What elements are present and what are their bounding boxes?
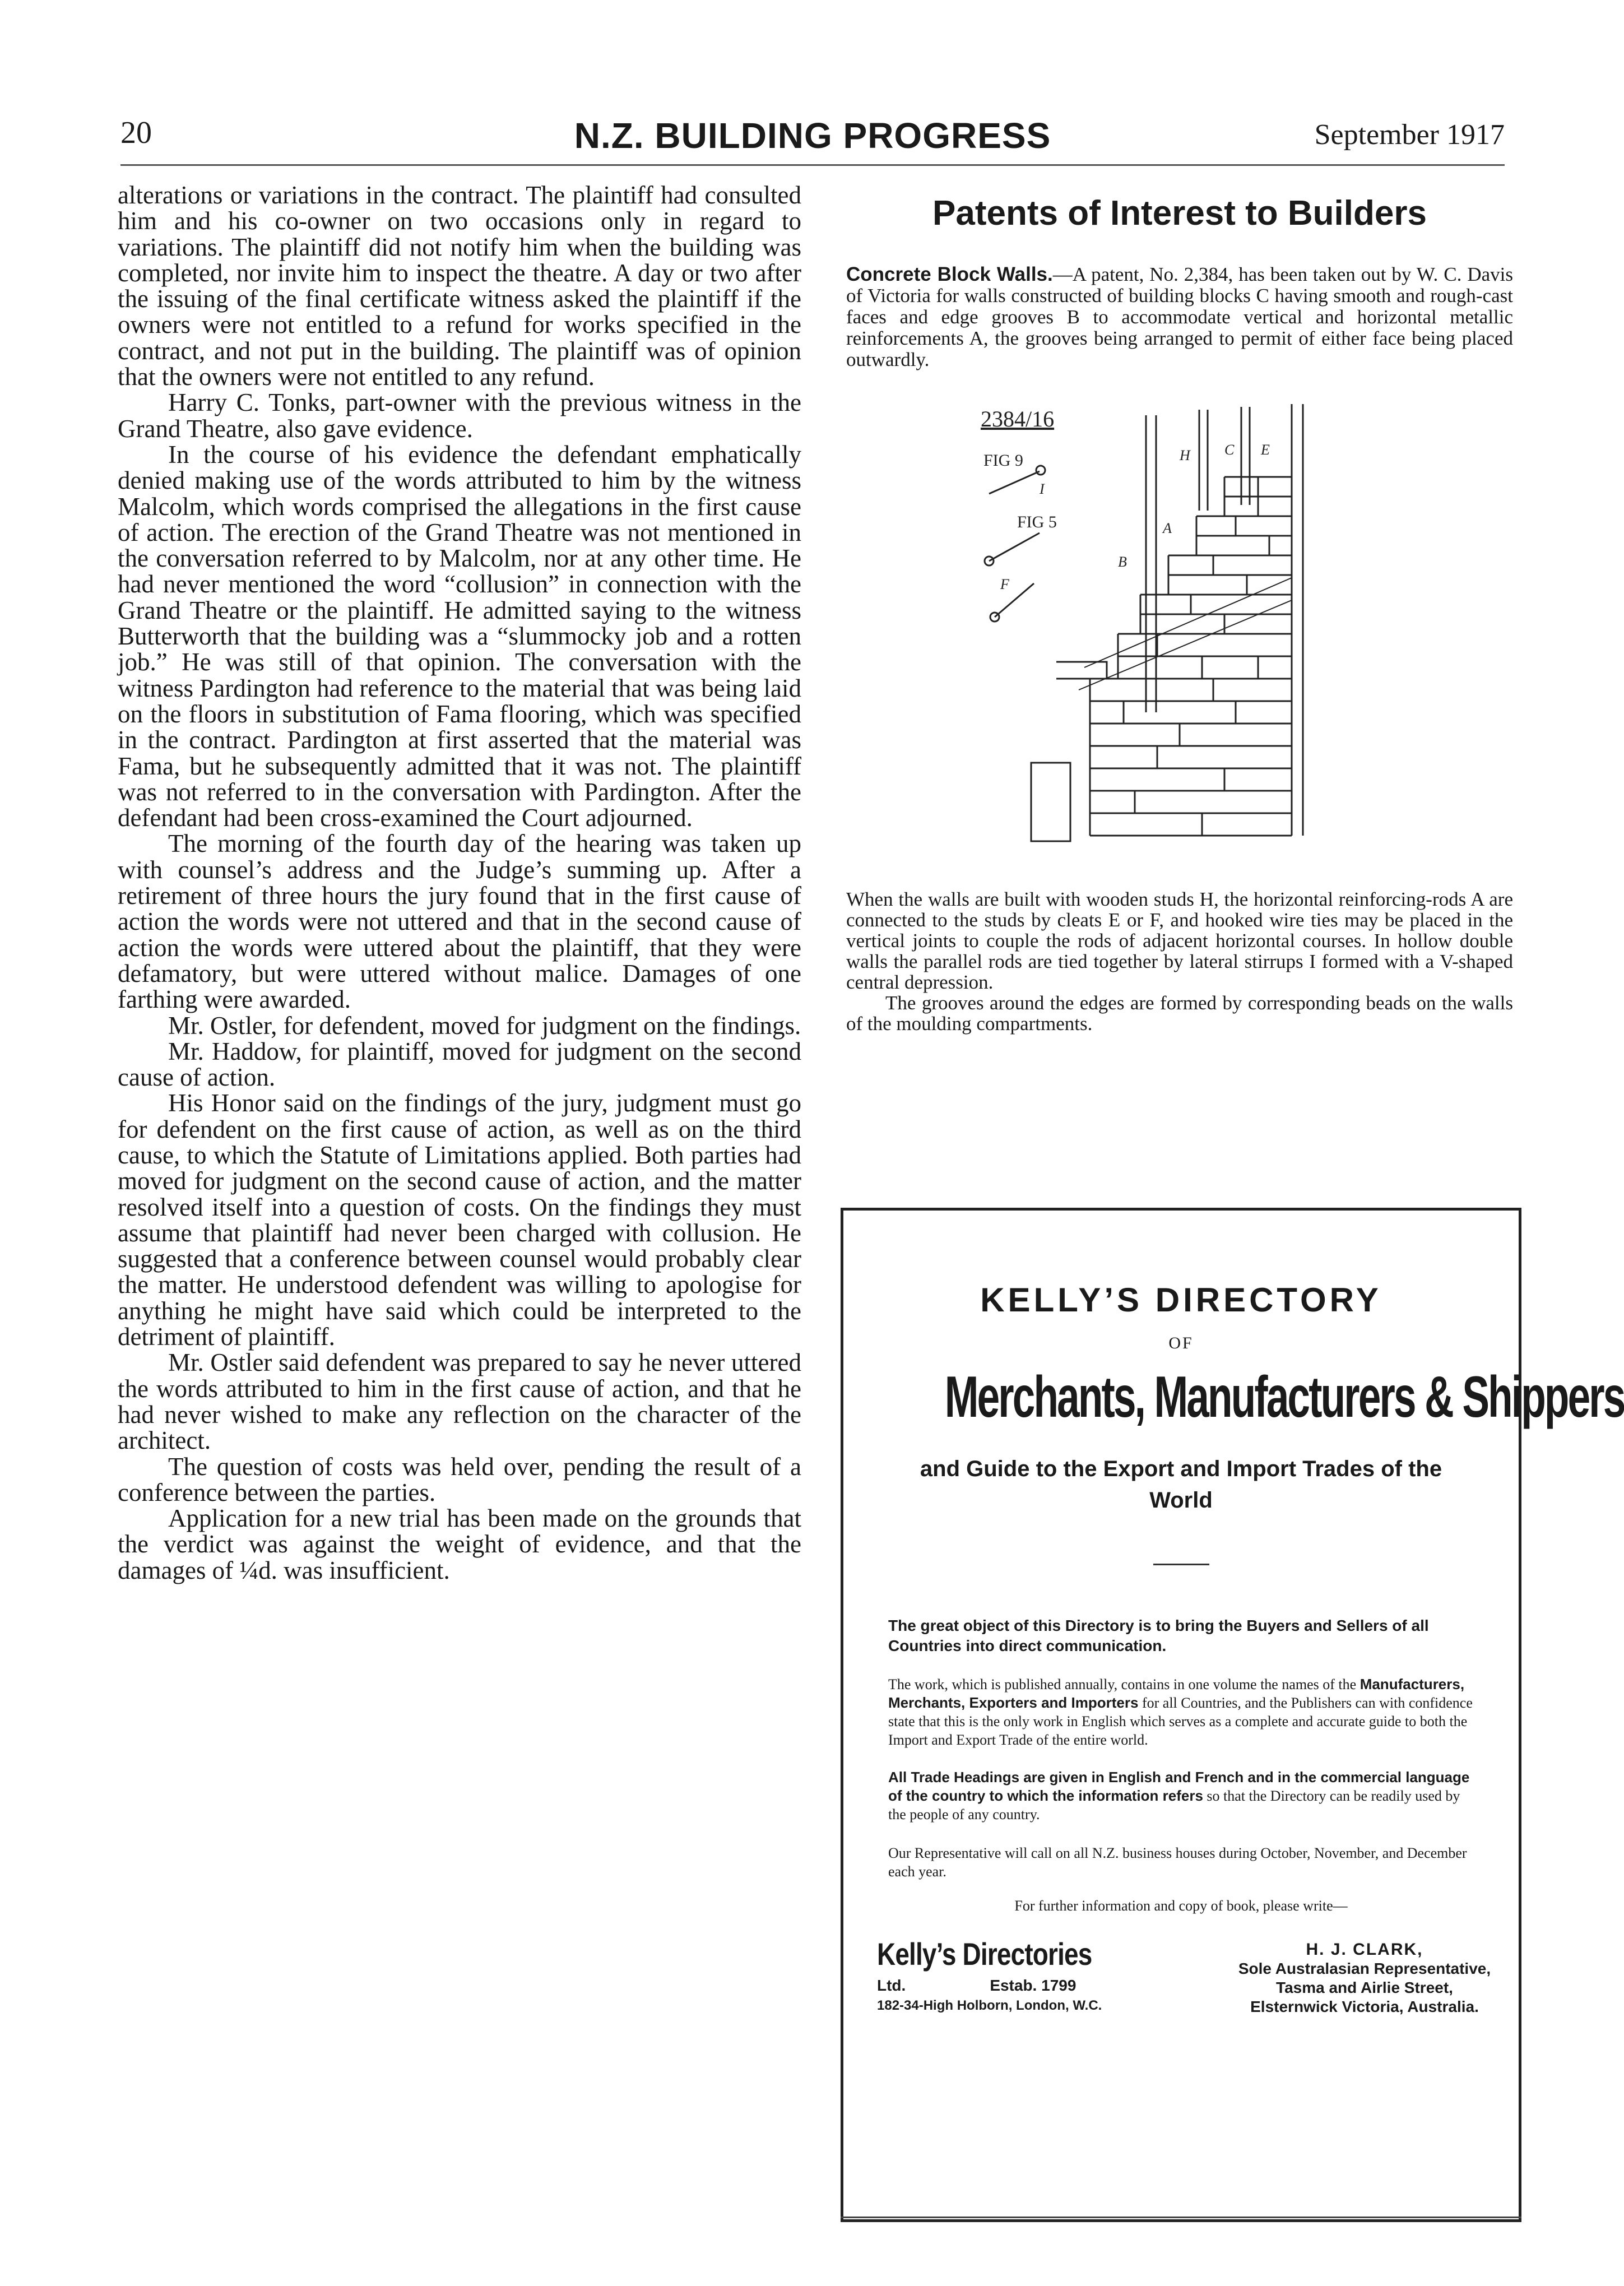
figure-label-fig9: FIG 9 bbox=[983, 451, 1023, 470]
ad-of: OF bbox=[1168, 1334, 1194, 1352]
article-paragraph: Mr. Ostler, for defendent, moved for judgment on the findings. bbox=[168, 1011, 801, 1040]
ad-work bbox=[888, 1675, 1474, 1749]
article-paragraph: Mr. Haddow, for plaintiff, moved for judgment on the second cause of action. bbox=[118, 1037, 801, 1092]
publisher-row bbox=[877, 1977, 1139, 1995]
article-paragraph: Application for a new trial has been made on the grounds that the verdict was against the weight of evidence, and that the damages of ¼d. was insufficient. bbox=[118, 1504, 801, 1584]
header-rule bbox=[120, 164, 1505, 166]
article-paragraph: In the course of his evidence the defendant emphatically denied making use of the words attributed to him by the witness Malcolm, which words comprised the allegations in the first cause of action. The erection of the Grand Theatre was not mentioned in the conversation referred to by Malcolm, nor at any other time. He had never mentioned the word “collusion” in connection with the Grand Theatre or the plaintiff. He admitted saying to the witness Butterworth that the building was a “slummocky job and a rotten job.” He was still of that opinion. The conversation with the witness Pardington had reference to the material that was being laid on the floors in substitution of Fama flooring, which was specified in the contract. Pardington at first asserted that the material was Fama, but he subsequently admitted that it was not. The plaintiff was not referred to in the conversation with Pardington. After the defendant had been cross-examined the Court adjourned. bbox=[118, 440, 801, 832]
ad-heading: KELLY’S DIRECTORY bbox=[980, 1281, 1382, 1319]
article-paragraph: Mr. Ostler said defendent was prepared to say he never uttered the words attributed to him in the first cause of action, and that he had never wished to make any reflection on the character of the architect. bbox=[118, 1348, 801, 1455]
ad-trade-bold: All Trade Headings are given in English and French and in the commercial language of the country to which the information refers bbox=[888, 1769, 1470, 1804]
ad-work-text: The work, which is published annually, contains in one volume the names of the bbox=[888, 1676, 1360, 1693]
figure-label-fig5: FIG 5 bbox=[1017, 513, 1057, 531]
patent-intro-text: —A patent, No. 2,384, has been taken out by W. C. Davis of Victoria for walls constructed of building blocks C having smooth and rough-cast faces and edge grooves B to accommodate vertical and horizontal metallic reinforcements A, the grooves being arranged to permit of either face being placed outwardly. bbox=[846, 263, 1513, 370]
ad-divider bbox=[1153, 1564, 1209, 1565]
publisher-name: Kelly’s Directories bbox=[877, 1936, 1092, 1972]
ad-work-text-2: for all Countries, and the Publishers can with confidence state that this is the only work in English which serves as a complete and accurate guide to both the Import and Export Trade of the entire world. bbox=[888, 1695, 1473, 1748]
page-header bbox=[120, 115, 1505, 177]
ad-trade bbox=[888, 1768, 1474, 1824]
ad-footer bbox=[843, 1936, 1519, 2048]
patent-caption: When the walls are built with wooden studs H, the horizontal reinforcing-rods A are connected to the studs by cleats E or F, and hooked wire ties may be placed in the vertical joints to couple the rods of adjacent horizontal courses. In hollow double walls the parallel rods are tied together by lateral stirrups I formed with a V-shaped central depression. bbox=[846, 888, 1513, 993]
ad-further-info: For further information and copy of book, please write— bbox=[1014, 1898, 1348, 1914]
article-paragraph: The morning of the fourth day of the hearing was taken up with counsel’s address and the Judge’s summing up. After a retirement of three hours the jury found that in the first cause of action the words were not uttered and that in the second cause of action the words were uttered about the plaintiff, that they were defamatory, but were uttered without malice. Damages of one farthing were awarded. bbox=[118, 829, 801, 1014]
publication-title: N.Z. BUILDING PROGRESS bbox=[574, 115, 1051, 156]
figure-label-c: C bbox=[1224, 442, 1235, 458]
publisher-address: 182-34-High Holborn, London, W.C. bbox=[877, 1998, 1102, 2013]
ad-work-bold: Manufacturers, Merchants, Exporters and Importers bbox=[888, 1676, 1465, 1711]
patents-heading: Patents of Interest to Builders bbox=[932, 194, 1427, 233]
figure-number: 2384/16 bbox=[981, 406, 1055, 432]
ad-object: The great object of this Directory is to bring the Buyers and Sellers of all Countries into direct communication. bbox=[888, 1617, 1429, 1654]
rep-city: Elsternwick Victoria, Australia. bbox=[1250, 1998, 1479, 2015]
patent-drawing bbox=[978, 398, 1381, 858]
patent-intro bbox=[846, 264, 1513, 370]
publisher-estab: Estab. 1799 bbox=[990, 1977, 1077, 1994]
rep-street: Tasma and Airlie Street, bbox=[1276, 1979, 1453, 1996]
page-number: 20 bbox=[120, 115, 152, 150]
rep-name: H. J. CLARK, bbox=[1306, 1940, 1423, 1959]
article-column bbox=[118, 182, 801, 2200]
patent-caption-2: The grooves around the edges are formed by corresponding beads on the walls of the moulding compartments. bbox=[846, 992, 1513, 1035]
figure-label-a: A bbox=[1163, 520, 1172, 536]
ad-publisher bbox=[877, 1936, 1139, 2014]
kellys-directory-ad bbox=[841, 1208, 1624, 2222]
figure-label-b: B bbox=[1118, 554, 1127, 570]
ad-trade-text: so that the Directory can be readily used by the people of any country. bbox=[888, 1788, 1460, 1823]
figure-label-e: E bbox=[1261, 442, 1270, 458]
article-paragraph: alterations or variations in the contract. The plaintiff had consulted him and his co-owner on two occasions only in regard to variations. The plaintiff did not notify him when the building was completed, nor invite him to inspect the theatre. A day or two after the issuing of the final certificate witness asked the plaintiff if the owners were not entitled to a refund for works specified in the contract, and not put in the building. The plaintiff was of opinion that the owners were not entitled to any refund. bbox=[118, 181, 801, 391]
ad-bottom-rule bbox=[841, 2217, 1521, 2218]
ad-representative: Our Representative will call on all N.Z. business houses during October, November, and December each year. bbox=[888, 1845, 1467, 1880]
patent-lead: Concrete Block Walls. bbox=[846, 263, 1053, 285]
article-paragraph: The question of costs was held over, pending the result of a conference between the parties. bbox=[118, 1452, 801, 1506]
patents-column bbox=[846, 182, 1513, 1034]
figure-label-h: H bbox=[1180, 447, 1190, 463]
rep-role: Sole Australasian Representative, bbox=[1238, 1960, 1491, 1977]
issue-date: September 1917 bbox=[1314, 119, 1505, 151]
article-paragraph: His Honor said on the findings of the jury, judgment must go for defendent on the first cause of action, as well as on the third cause, to which the Statute of Limitations applied. Both parties had moved for judgment on the second cause of action, and the matter resolved itself into a question of costs. On the findings they must assume that plaintiff had never been charged with collusion. He suggested that a conference between counsel would probably clear the matter. He understood defendent was willing to apologise for anything he might have said which could be interpreted to the detriment of plaintiff. bbox=[118, 1089, 801, 1351]
publisher-ltd: Ltd. bbox=[877, 1977, 906, 1994]
ad-subtitle: and Guide to the Export and Import Trades of the World bbox=[920, 1457, 1442, 1513]
ad-representative-contact bbox=[1233, 1940, 1496, 2016]
figure-label-f: F bbox=[1000, 576, 1009, 592]
ad-main-title: Merchants, Manufacturers & Shippers bbox=[944, 1365, 1624, 1430]
figure-label-i: I bbox=[1040, 481, 1045, 497]
article-paragraph: Harry C. Tonks, part-owner with the previous witness in the Grand Theatre, also gave evidence. bbox=[118, 388, 801, 443]
